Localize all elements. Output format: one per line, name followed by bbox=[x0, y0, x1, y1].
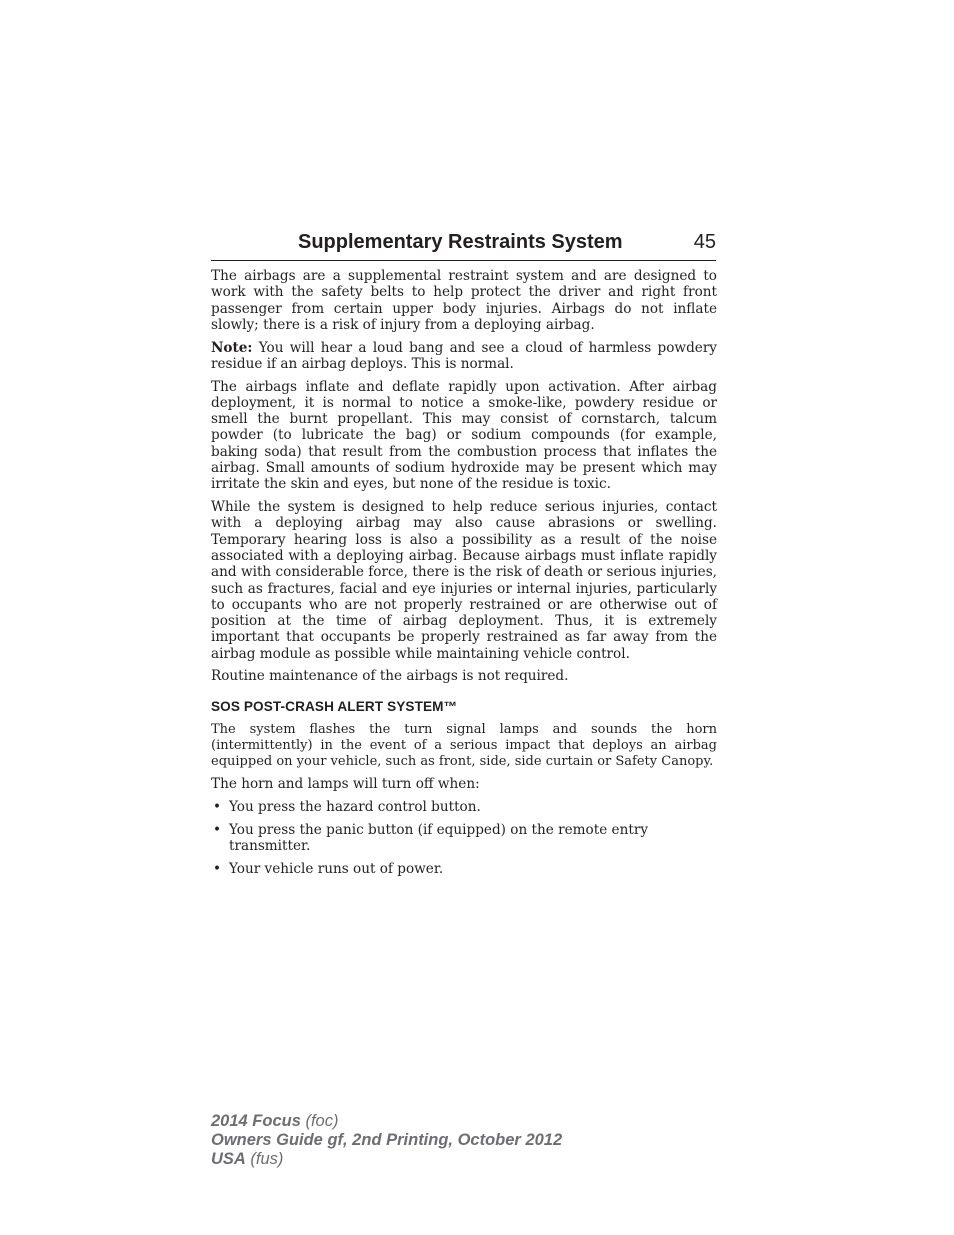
page-footer bbox=[211, 1112, 562, 1169]
page-number: 45 bbox=[693, 231, 716, 253]
paragraph-note bbox=[211, 340, 717, 373]
paragraph-airbags-intro: The airbags are a supplemental restraint system and are designed to work with the safety belts to help protect the driver and right front passenger from certain upper body injuries. Airbags do not inflate slowly; there is a risk of injury from a deploying airbag. bbox=[211, 268, 717, 333]
main-content bbox=[211, 268, 717, 883]
paragraph-injury-warning: While the system is designed to help reduce serious injuries, contact with a deploying airbag may also cause abrasions or swelling. Temporary hearing loss is also a possibility as a result of the noise associated with a deploying airbag. Because airbags must inflate rapidly and with considerable force, there is the risk of death or serious injuries, such as fractures, facial and eye injuries or internal injuries, particularly to occupants who are not properly restrained or are otherwise out of position at the time of airbag deployment. Thus, it is extremely important that occupants be properly restrained as far away from the airbag module as possible while maintaining vehicle control. bbox=[211, 499, 717, 662]
note-text: You will hear a loud bang and see a cloud of harmless powdery residue if an airbag deploys. This is normal. bbox=[211, 339, 717, 372]
bullet-icon: • bbox=[213, 860, 222, 877]
paragraph-horn-lamps: The horn and lamps will turn off when: bbox=[211, 776, 480, 793]
bullet-icon: • bbox=[213, 821, 222, 838]
footer-line-edition: Owners Guide gf, 2nd Printing, October 2012 bbox=[211, 1131, 563, 1149]
note-label: Note: bbox=[211, 339, 253, 356]
list-item bbox=[211, 822, 717, 855]
footer-line-region: USA (fus) bbox=[211, 1150, 284, 1168]
list-item-text: You press the hazard control button. bbox=[229, 799, 481, 816]
list-item-text: You press the panic button (if equipped) on the remote entry transmitter. bbox=[229, 821, 648, 855]
bullet-icon: • bbox=[213, 799, 222, 816]
bullet-list bbox=[211, 799, 717, 877]
paragraph-maintenance: Routine maintenance of the airbags is not required. bbox=[211, 668, 569, 685]
list-item-text: Your vehicle runs out of power. bbox=[229, 860, 444, 877]
section-heading-sos: SOS POST-CRASH ALERT SYSTEM™ bbox=[211, 698, 458, 714]
page-title: Supplementary Restraints System bbox=[298, 231, 623, 253]
paragraph-sos-description: The system flashes the turn signal lamps and sounds the horn (intermittently) in the event of a serious impact that deploys an airbag equipped on your vehicle, such as front, side, side curtain or Safety Canopy. bbox=[211, 721, 717, 769]
page-header bbox=[211, 229, 716, 261]
footer-line-model: 2014 Focus (foc) bbox=[211, 1112, 339, 1130]
list-item bbox=[211, 861, 717, 877]
list-item bbox=[211, 799, 717, 815]
paragraph-airbag-residue: The airbags inflate and deflate rapidly upon activation. After airbag deployment, it is normal to notice a smoke-like, powdery residue or smell the burnt propellant. This may consist of cornstarch, talcum powder (to lubricate the bag) or sodium compounds (for example, baking soda) that result from the combustion process that inflates the airbag. Small amounts of sodium hydroxide may be present which may irritate the skin and eyes, but none of the residue is toxic. bbox=[211, 378, 717, 493]
